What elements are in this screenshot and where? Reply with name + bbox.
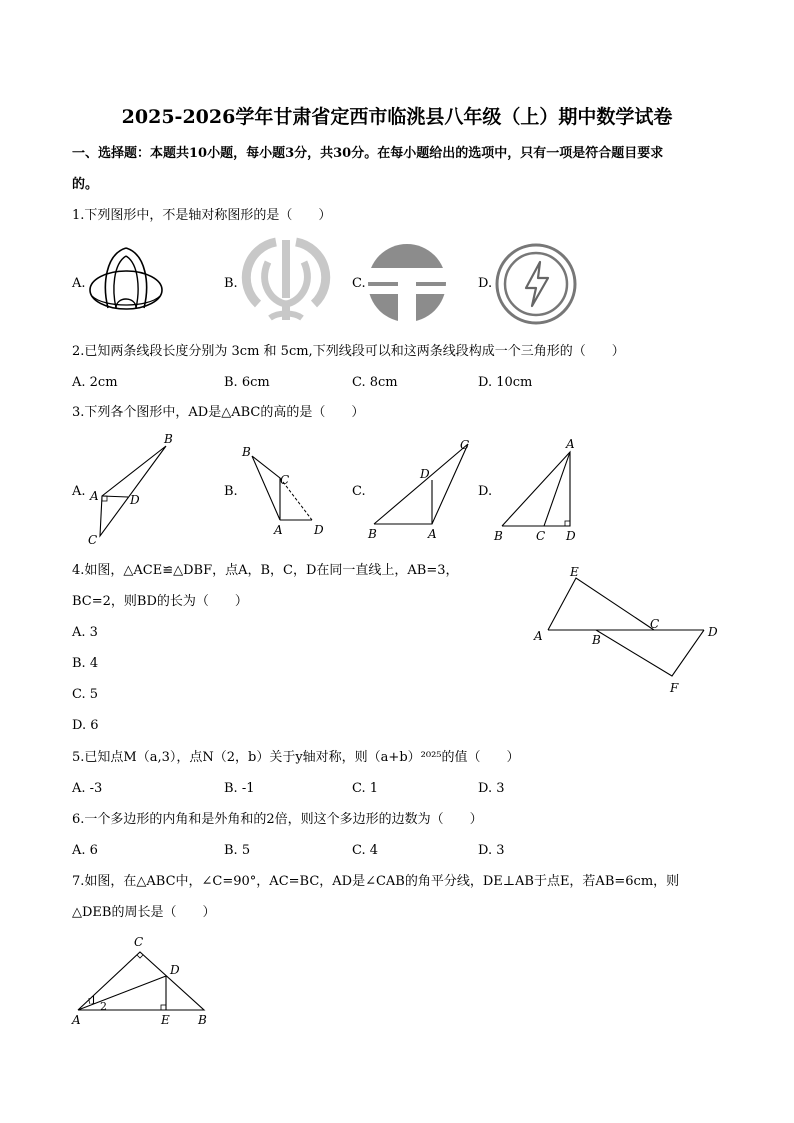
q4-label-f: F xyxy=(670,681,679,695)
page-title: 2025-2026学年甘肃省定西市临洮县八年级（上）期中数学试卷 xyxy=(121,106,673,128)
q4-label-b: B xyxy=(592,633,601,647)
q6-option-b: B. 5 xyxy=(224,843,251,858)
q4-option-d: D. 6 xyxy=(72,718,99,733)
q4-label-d: D xyxy=(708,625,718,639)
q7-label-e: E xyxy=(161,1013,170,1027)
q4-option-c: C. 5 xyxy=(72,687,99,702)
question-4-stem-cont: BC=2，则BD的长为（ ） xyxy=(72,594,248,609)
q7-label-c: C xyxy=(134,935,144,949)
q6-option-a: A. 6 xyxy=(72,843,98,858)
q3a-label-a: A xyxy=(90,489,99,503)
q1-option-d-label: D. xyxy=(478,276,493,291)
question-6-stem: 6.一个多边形的内角和是外角和的2倍，则这个多边形的边数为（ ） xyxy=(72,812,483,827)
q7-label-d: D xyxy=(170,963,180,977)
q1-figure-b-icon xyxy=(238,232,334,328)
q5-option-b: B. -1 xyxy=(224,781,255,796)
q3c-label-c: C xyxy=(460,438,470,452)
q3c-label-d: D xyxy=(420,467,430,481)
question-5-stem: 5.已知点M（a,3），点N（2，b）关于y轴对称，则（a+b）²⁰²⁵的值（ ） xyxy=(72,750,520,765)
q2-option-a: A. 2cm xyxy=(72,375,118,390)
q3-option-a-label: A. xyxy=(72,484,86,499)
q3-option-d-label: D. xyxy=(478,484,493,499)
question-7-stem-cont: △DEB的周长是（ ） xyxy=(72,905,216,920)
q1-option-b-label: B. xyxy=(224,276,238,291)
q1-option-a-label: A. xyxy=(72,276,86,291)
q1-option-c-label: C. xyxy=(352,276,366,291)
q6-option-d: D. 3 xyxy=(478,843,505,858)
question-1-stem: 1.下列图形中，不是轴对称图形的是（ ） xyxy=(72,208,332,223)
q3-figure-c xyxy=(362,434,482,544)
q5-option-d: D. 3 xyxy=(478,781,505,796)
question-4-stem: 4.如图，△ACE≌△DBF，点A，B，C，D在同一直线上，AB=3， xyxy=(72,563,459,578)
q3a-label-d: D xyxy=(130,493,140,507)
q4-label-e: E xyxy=(570,565,579,579)
q7-angle-1: 1 xyxy=(90,994,97,1007)
q3-option-b-label: B. xyxy=(224,484,238,499)
q5-option-c: C. 1 xyxy=(352,781,379,796)
question-2-stem: 2.已知两条线段长度分别为 3cm 和 5cm,下列线段可以和这两条线段构成一个三角形的（ ） xyxy=(72,344,625,359)
q1-figure-d-icon xyxy=(494,242,578,326)
q4-label-a: A xyxy=(534,629,543,643)
q3d-label-b: B xyxy=(494,529,503,543)
q2-option-d: D. 10cm xyxy=(478,375,533,390)
q3c-label-a: A xyxy=(428,527,437,541)
q3-figure-b xyxy=(238,438,338,542)
q7-figure xyxy=(66,932,226,1032)
q1-figure-c-icon xyxy=(366,242,448,324)
q3b-label-b: B xyxy=(242,445,251,459)
q3b-label-d: D xyxy=(314,523,324,537)
q3b-label-a: A xyxy=(274,523,283,537)
q4-option-b: B. 4 xyxy=(72,656,99,671)
q3-option-c-label: C. xyxy=(352,484,366,499)
q2-option-b: B. 6cm xyxy=(224,375,270,390)
q4-figure xyxy=(528,560,728,700)
q3d-label-d: D xyxy=(566,529,576,543)
q5-option-a: A. -3 xyxy=(72,781,103,796)
q3a-label-c: C xyxy=(88,533,98,547)
q3a-label-b: B xyxy=(164,432,173,446)
q3d-label-c: C xyxy=(536,529,546,543)
q6-option-c: C. 4 xyxy=(352,843,379,858)
q3c-label-b: B xyxy=(368,527,377,541)
q3b-label-c: C xyxy=(280,473,290,487)
section-heading-cont: 的。 xyxy=(72,177,99,192)
q7-angle-2: 2 xyxy=(100,1000,107,1013)
q3d-label-a: A xyxy=(566,437,575,451)
q4-option-a: A. 3 xyxy=(72,625,98,640)
q1-figure-a-icon xyxy=(86,244,168,322)
q3-figure-a xyxy=(86,430,186,550)
q7-label-b: B xyxy=(198,1013,207,1027)
q3-figure-d xyxy=(490,434,590,544)
section-heading: 一、选择题：本题共10小题，每小题3分，共30分。在每小题给出的选项中，只有一项是符合题目要求 xyxy=(72,146,664,161)
question-3-stem: 3.下列各个图形中，AD是△ABC的高的是（ ） xyxy=(72,405,365,420)
q2-option-c: C. 8cm xyxy=(352,375,398,390)
q4-label-c: C xyxy=(650,617,660,631)
q7-label-a: A xyxy=(72,1013,81,1027)
question-7-stem: 7.如图，在△ABC中，∠C=90°，AC=BC，AD是∠CAB的角平分线，DE⊥AB于点E，若AB=6cm，则 xyxy=(72,874,680,889)
